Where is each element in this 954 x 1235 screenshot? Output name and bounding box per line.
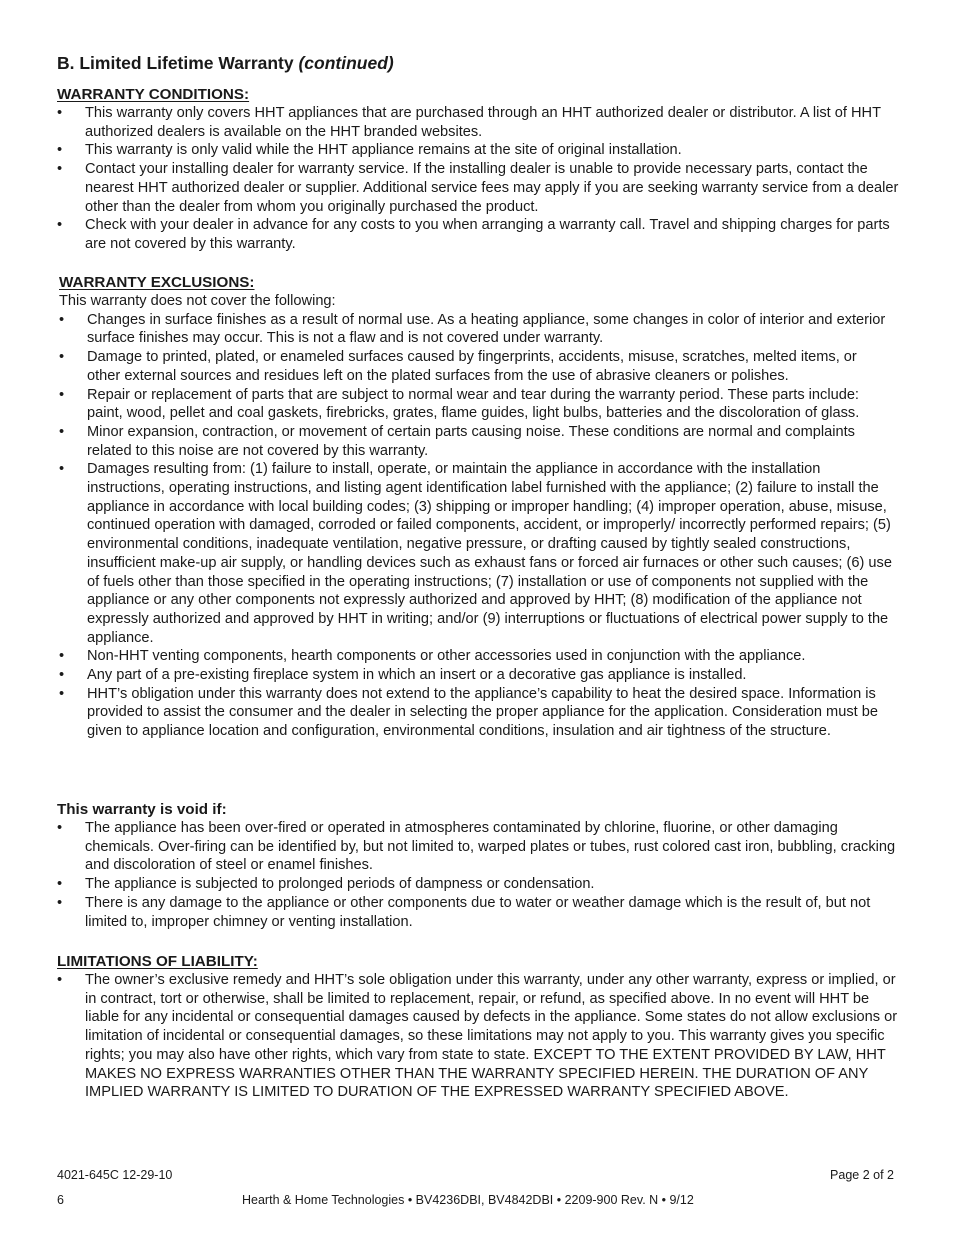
list-item-text: This warranty is only valid while the HHT appliance remains at the site of original installation.: [85, 142, 682, 159]
list-item-text: Non-HHT venting components, hearth components or other accessories used in conjunction with the appliance.: [87, 648, 806, 665]
list-item: [57, 875, 902, 894]
form-number: 4021-645C 12-29-10: [57, 1168, 173, 1182]
liability-list: [57, 971, 902, 1102]
list-item: [59, 348, 893, 385]
bullet-icon: •: [59, 311, 65, 328]
list-item: [57, 971, 902, 1102]
list-item-text: Contact your installing dealer for warranty service. If the installing dealer is unable to provide necessary parts, contact the nearest HHT authorized dealer or supplier. Additional service fees may apply if you are seeking warranty service from a dealer other than the dealer from whom you originally purchased the product.: [85, 161, 899, 215]
list-item: [59, 685, 893, 741]
bullet-icon: •: [57, 105, 63, 121]
list-item-text: The appliance is subjected to prolonged periods of dampness or condensation.: [85, 876, 595, 893]
list-item-text: There is any damage to the appliance or other components due to water or weather damage which is the result of, but not limited to, improper chimney or venting installation.: [85, 894, 871, 930]
bullet-icon: •: [59, 667, 65, 684]
bullet-icon: •: [59, 386, 65, 403]
heading-warranty-conditions: WARRANTY CONDITIONS:: [57, 86, 250, 103]
list-item: [57, 104, 902, 141]
bullet-icon: •: [57, 972, 63, 988]
list-item: [59, 386, 893, 423]
list-item: [59, 311, 893, 348]
conditions-list: [57, 104, 902, 254]
void-list: [57, 819, 902, 931]
heading-limitations-of-liability: LIMITATIONS OF LIABILITY:: [57, 953, 258, 970]
publisher-line: Hearth & Home Technologies • BV4236DBI, BV4842DBI • 2209-900 Rev. N • 9/12: [242, 1193, 694, 1207]
list-item: [59, 647, 893, 666]
list-item-text: The appliance has been over-fired or operated in atmospheres contaminated by chlorine, fluorine, or other damaging chemicals. Over-firing can be identified by, but not limited to, warped plates or tubes, rust colored cast iron, bubbling, cracking and discoloration of steel or enamel finishes.: [85, 820, 896, 874]
bullet-icon: •: [59, 423, 65, 440]
bullet-icon: •: [57, 820, 63, 836]
bullet-icon: •: [57, 894, 63, 911]
section-warranty-void: [57, 800, 902, 931]
bullet-icon: •: [57, 217, 63, 234]
section-limitations-of-liability: [57, 952, 902, 1102]
list-item: [59, 666, 893, 685]
heading-warranty-exclusions: WARRANTY EXCLUSIONS:: [59, 274, 255, 291]
title-main: B. Limited Lifetime Warranty: [57, 53, 294, 73]
bullet-icon: •: [59, 685, 65, 702]
list-item-text: Check with your dealer in advance for any costs to you when arranging a warranty call. Travel and shipping charges for parts are not covered by this warranty.: [85, 217, 890, 252]
bullet-icon: •: [59, 648, 65, 665]
list-item-text: Damage to printed, plated, or enameled surfaces caused by fingerprints, accidents, misuse, scratches, melted items, or other external sources and residues left on the plated surfaces from the use of abrasive cleaners or polishes.: [87, 349, 857, 384]
heading-warranty-void: This warranty is void if:: [57, 801, 227, 818]
list-item-text: Minor expansion, contraction, or movement of certain parts causing noise. These conditions are normal and complaints related to this noise are not covered by this warranty.: [87, 423, 855, 459]
list-item-text: Damages resulting from: (1) failure to install, operate, or maintain the appliance in accordance with the installation instructions, operating instructions, and listing agent identification label furnished with the appliance; (2) failure to install the appliance in accordance with local building codes; (3) shipping or improper handling; (4) improper operation, abuse, misuse, continued operation with damaged, corroded or failed components, accident, or improperly/ incorrectly performed repairs; (5) environmental conditions, inadequate ventilation, negative pressure, or drafting caused by tightly sealed constructions, insufficient make-up air supply, or handling devices such as exhaust fans or forced air furnaces or other such causes; (6) use of fuels other than those specified in the operating instructions; (7) installation or use of components not supplied with the appliance or any other components not expressly authorized and approved by HHT; (8) modification of the appliance not expressly authorized and approved by HHT in writing; and/or (9) interruptions or fluctuations of electrical power supply to the appliance.: [87, 461, 892, 646]
list-item-text: Changes in surface finishes as a result of normal use. As a heating appliance, some changes in color of interior and exterior surface finishes may occur. This is not a flaw and is not covered under warranty.: [87, 311, 886, 347]
list-item-text: The owner’s exclusive remedy and HHT’s sole obligation under this warranty, under any other warranty, express or implied, or in contract, tort or otherwise, shall be limited to replacement, repair, or refund, as specified above. In no event will HHT be liable for any incidental or consequential damages caused by defects in the appliance. Some states do not allow exclusions or limitation of incidental or consequential damages, so these limitations may not apply to you. This warranty gives you specific rights; you may also have other rights, which vary from state to state. EXCEPT TO THE EXTENT PROVIDED BY LAW, HHT MAKES NO EXPRESS WARRANTIES OTHER THAN THE WARRANTY SPECIFIED HEREIN. THE DURATION OF ANY IMPLIED WARRANTY IS LIMITED TO DURATION OF THE EXPRESSED WARRANTY SPECIFIED ABOVE.: [85, 972, 898, 1101]
list-item: [57, 216, 902, 253]
page-of: Page 2 of 2: [830, 1168, 894, 1182]
list-item-text: Repair or replacement of parts that are subject to normal wear and tear during the warranty period. These parts include: paint, wood, pellet and coal gaskets, firebricks, grates, flame guides, light bulbs, batteries and the discoloration of glass.: [87, 386, 860, 422]
exclusions-list: [59, 311, 893, 741]
section-warranty-exclusions: [59, 273, 893, 741]
list-item: [59, 423, 893, 460]
bullet-icon: •: [59, 349, 65, 366]
document-title: [57, 52, 394, 74]
list-item-text: Any part of a pre-existing fireplace system in which an insert or a decorative gas appliance is installed.: [87, 667, 747, 684]
title-continued: (continued): [298, 53, 394, 73]
list-item: [57, 141, 902, 160]
bullet-icon: •: [57, 161, 63, 178]
list-item: [57, 894, 902, 931]
section-warranty-conditions: [57, 85, 902, 254]
list-item-text: HHT’s obligation under this warranty does not extend to the appliance’s capability to heat the desired space. Information is provided to assist the consumer and the dealer in selecting the proper appliance for the application. Consideration must be given to appliance location and configuration, environmental conditions, insulation and air tightness of the structure.: [87, 685, 878, 740]
page-number: 6: [57, 1193, 64, 1207]
list-item: [57, 819, 902, 875]
list-item: [59, 460, 893, 647]
bullet-icon: •: [59, 461, 65, 478]
list-item-text: This warranty only covers HHT appliances that are purchased through an HHT authorized dealer or distributor. A list of HHT authorized dealers is available on the HHT branded websites.: [85, 105, 881, 140]
bullet-icon: •: [57, 142, 63, 159]
exclusions-intro: This warranty does not cover the following:: [59, 293, 336, 309]
list-item: [57, 160, 902, 216]
bullet-icon: •: [57, 876, 63, 893]
